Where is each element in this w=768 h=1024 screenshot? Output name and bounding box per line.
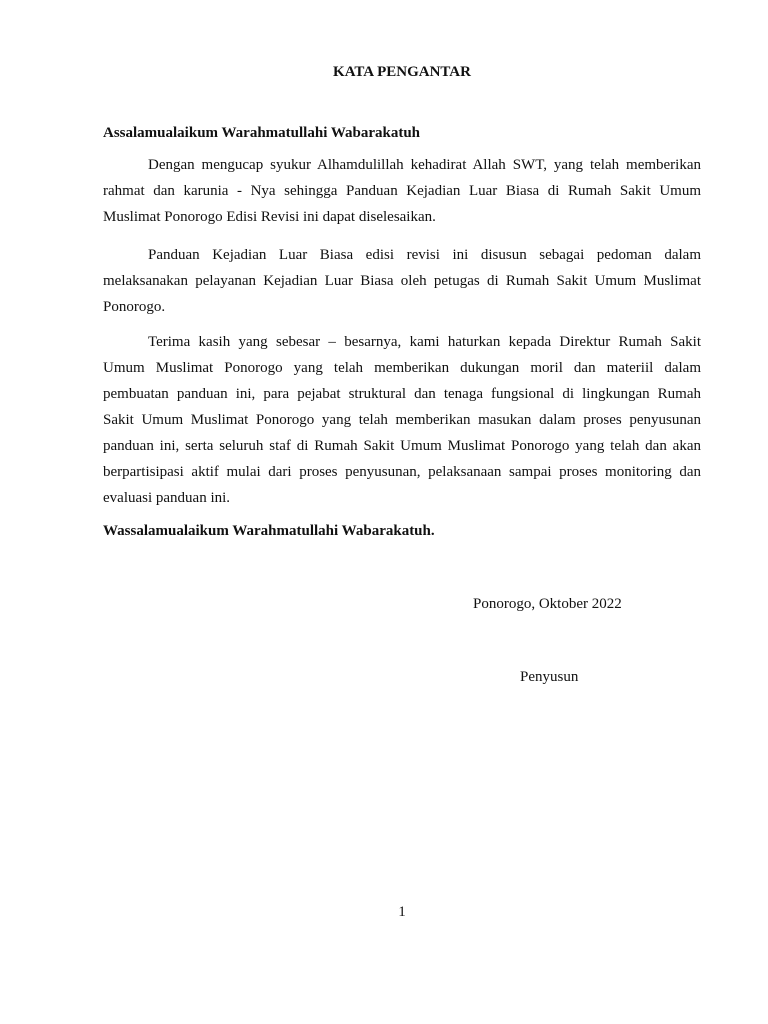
text-line: Ponorogo. xyxy=(103,299,166,315)
text-line: Sakit Umum Muslimat Ponorogo yang telah memberikan masukan dalam proses penyusunan xyxy=(103,412,701,428)
paragraph-2 xyxy=(103,242,701,320)
text-line: Dengan mengucap syukur Alhamdulillah kehadirat Allah SWT, yang telah memberikan xyxy=(148,157,701,173)
page-number: 1 xyxy=(398,904,406,920)
text-line: melaksanakan pelayanan Kejadian Luar Biasa oleh petugas di Rumah Sakit Umum Muslimat xyxy=(103,273,701,289)
text-line: rahmat dan karunia - Nya sehingga Panduan Kejadian Luar Biasa di Rumah Sakit Umum xyxy=(103,183,701,199)
paragraph-1 xyxy=(103,152,701,230)
text-line: Terima kasih yang sebesar – besarnya, kami haturkan kepada Direktur Rumah Sakit xyxy=(148,334,701,350)
text-line: Umum Muslimat Ponorogo yang telah memberikan dukungan moril dan materiil dalam xyxy=(103,360,701,376)
text-line: Panduan Kejadian Luar Biasa edisi revisi ini disusun sebagai pedoman dalam xyxy=(148,247,701,263)
place-and-date: Ponorogo, Oktober 2022 xyxy=(473,596,622,612)
text-line: panduan ini, serta seluruh staf di Rumah Sakit Umum Muslimat Ponorogo yang telah dan akan xyxy=(103,438,701,454)
paragraph-3 xyxy=(103,329,701,511)
text-line: evaluasi panduan ini. xyxy=(103,490,231,506)
text-line: pembuatan panduan ini, para pejabat struktural dan tenaga fungsional di lingkungan Rumah xyxy=(103,386,701,402)
text-line: Muslimat Ponorogo Edisi Revisi ini dapat diselesaikan. xyxy=(103,209,436,225)
signatory: Penyusun xyxy=(520,669,579,685)
closing-salutation: Wassalamualaikum Warahmatullahi Wabarakatuh. xyxy=(103,523,435,539)
page-title: KATA PENGANTAR xyxy=(333,64,471,80)
text-line: berpartisipasi aktif mulai dari proses penyusunan, pelaksanaan sampai proses monitoring dan xyxy=(103,464,701,480)
opening-salutation: Assalamualaikum Warahmatullahi Wabarakatuh xyxy=(103,125,421,141)
